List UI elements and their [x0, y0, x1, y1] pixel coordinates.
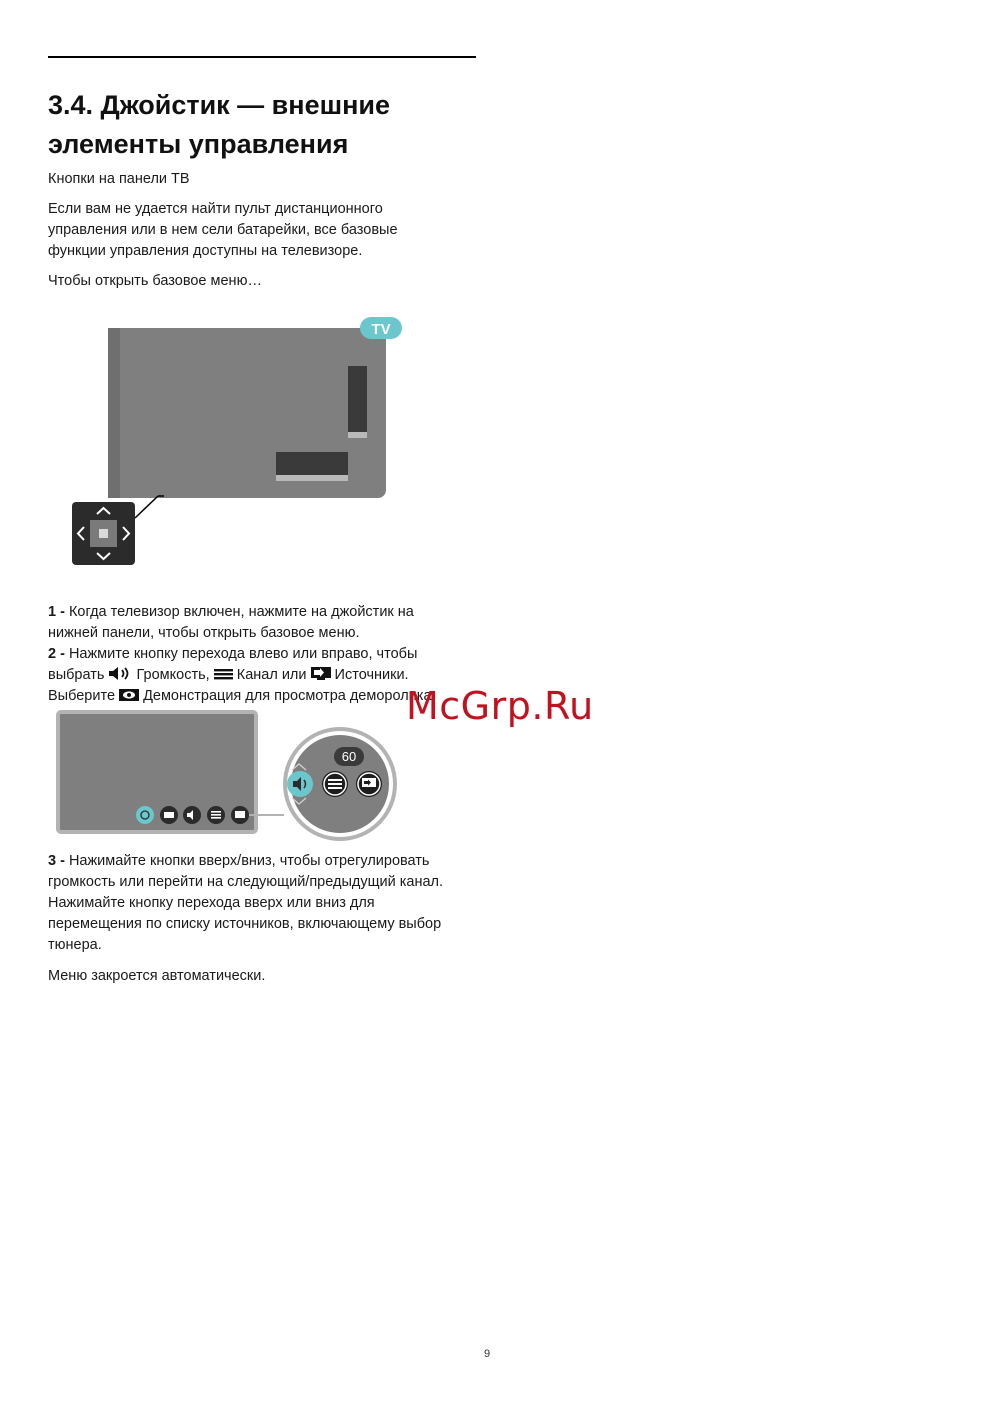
step-2-text-c: Канал или	[232, 667, 311, 683]
heading-line-1: 3.4. Джойстик — внешние	[48, 90, 391, 120]
tv-horizontal-slot	[276, 452, 348, 475]
subtitle: Кнопки на панели ТВ	[48, 171, 190, 187]
step-2-number: 2 -	[48, 646, 65, 662]
demo-icon	[119, 688, 139, 702]
volume-value: 60	[341, 749, 357, 764]
step-1-number: 1 -	[48, 604, 65, 620]
step-3	[48, 851, 508, 956]
joystick-icon	[72, 502, 135, 565]
tv-vertical-slot	[348, 366, 367, 432]
tv-badge-label: TV	[371, 321, 391, 338]
step-2-text-b: Громкость,	[132, 667, 214, 683]
step-1-line-1: Когда телевизор включен, нажмите на джойстик на	[64, 604, 414, 620]
step-2-text-a: выбрать	[48, 667, 109, 683]
zoom-channel-icon	[322, 771, 348, 797]
section-heading	[48, 86, 488, 164]
step-3-line-3: Нажимайте кнопку перехода вверх или вниз для	[48, 895, 375, 911]
step-3-number: 3 -	[48, 853, 65, 869]
open-menu-text: Чтобы открыть базовое меню…	[48, 273, 262, 289]
tv-screen	[58, 712, 256, 832]
step-2-text-e: Выберите	[48, 688, 120, 704]
intro-line-2: управления или в нем сели батарейки, все базовые	[48, 222, 398, 238]
volume-icon	[108, 666, 132, 681]
top-rule	[48, 56, 476, 58]
channel-list-icon	[214, 667, 233, 681]
watermark: McGrp.Ru	[406, 684, 594, 728]
heading-line-2: элементы управления	[48, 129, 349, 159]
step-1-line-2: нижней панели, чтобы открыть базовое меню.	[48, 625, 360, 641]
step-2-text-d: Источники.	[330, 667, 409, 683]
step-3-line-4: перемещения по списку источников, включающему выбор	[48, 916, 442, 932]
intro-paragraph	[48, 199, 488, 262]
basic-menu-illustration	[56, 710, 402, 844]
page-number: 9	[484, 1348, 491, 1360]
step-2-text-f: Демонстрация для просмотра деморолика.	[139, 688, 436, 704]
zoom-source-icon	[356, 771, 382, 797]
zoom-volume-icon	[287, 771, 313, 797]
source-icon	[311, 666, 331, 681]
step-2-line-1: Нажмите кнопку перехода влево или вправо, чтобы	[64, 646, 418, 662]
intro-line-3: функции управления доступны на телевизоре.	[48, 243, 363, 259]
tv-joystick-illustration	[60, 310, 420, 580]
intro-line-1: Если вам не удается найти пульт дистанционного	[48, 201, 383, 217]
step-3-line-1: Нажимайте кнопки вверх/вниз, чтобы отрегулировать	[64, 853, 430, 869]
closing-text: Меню закроется автоматически.	[48, 968, 266, 984]
step-3-line-2: громкость или перейти на следующий/предыдущий канал.	[48, 874, 444, 890]
step-1	[48, 602, 488, 644]
step-3-line-5: тюнера.	[48, 937, 102, 953]
